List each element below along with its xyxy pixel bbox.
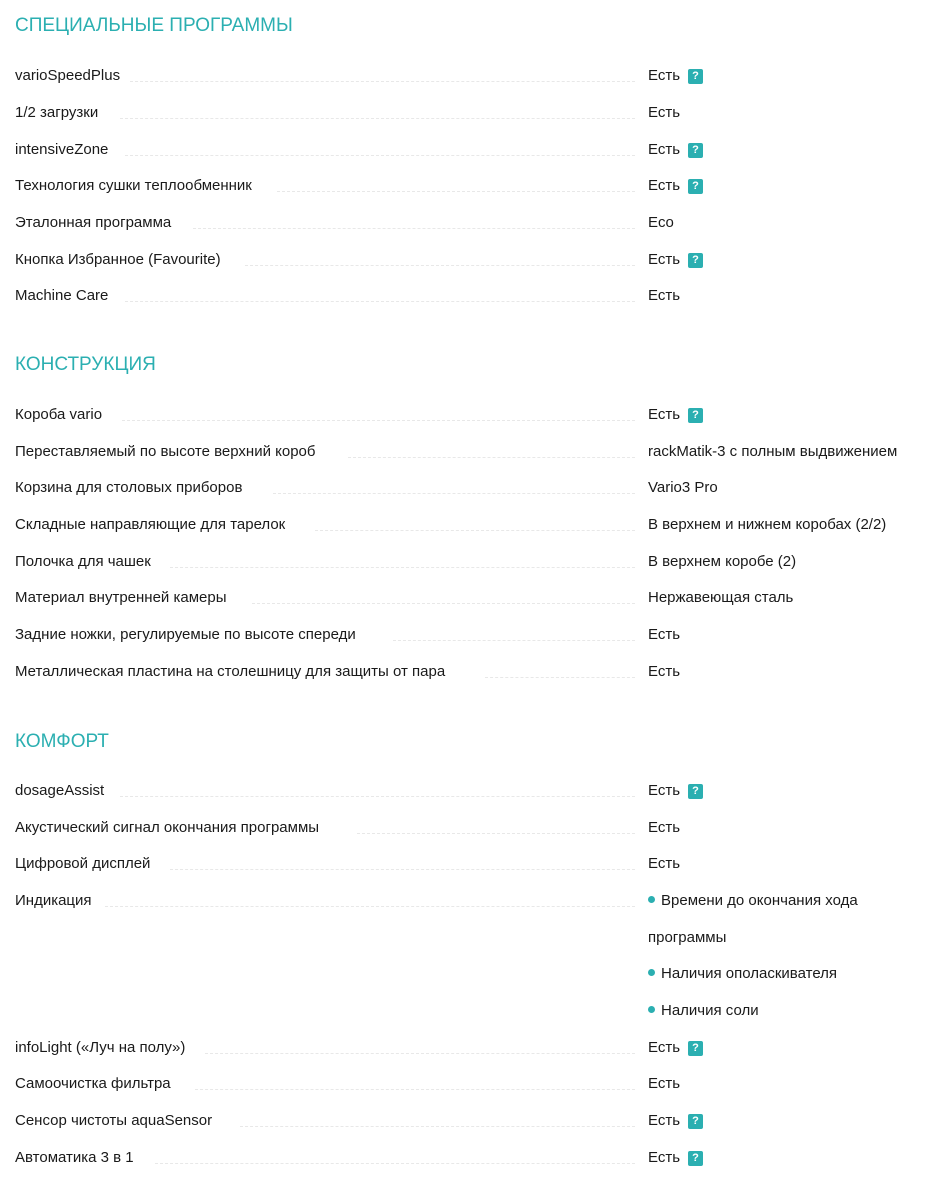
spec-row — [15, 140, 920, 164]
spec-value: Есть ? — [648, 781, 703, 801]
spec-row — [15, 103, 920, 127]
section-title-construction: КОНСТРУКЦИЯ — [15, 354, 156, 375]
spec-row — [15, 662, 920, 686]
spec-row — [15, 250, 920, 274]
spec-value: В верхнем коробе (2) — [648, 553, 797, 570]
spec-value: Есть ? — [648, 66, 703, 86]
help-icon[interactable]: ? — [688, 1114, 703, 1129]
spec-row — [15, 176, 920, 200]
spec-value: Есть ? — [648, 250, 703, 270]
spec-label: Machine Care — [15, 287, 109, 304]
help-icon[interactable]: ? — [688, 408, 703, 423]
dotted-leader — [155, 1163, 635, 1164]
spec-value: Есть ? — [648, 1148, 703, 1168]
section-title-special-programs: СПЕЦИАЛЬНЫЕ ПРОГРАММЫ — [15, 15, 293, 36]
dotted-leader — [195, 1089, 635, 1090]
spec-row — [15, 552, 920, 576]
dotted-leader — [205, 1053, 635, 1054]
dotted-leader — [240, 1126, 635, 1127]
spec-value: Есть ? — [648, 405, 703, 425]
dotted-leader — [130, 81, 635, 82]
dotted-leader — [245, 265, 635, 266]
spec-row — [15, 213, 920, 237]
spec-row — [15, 1148, 920, 1172]
dotted-leader — [348, 457, 635, 458]
spec-label: Сенсор чистоты aquaSensor — [15, 1112, 213, 1129]
spec-label: 1/2 загрузки — [15, 104, 99, 121]
dotted-leader — [357, 833, 635, 834]
dotted-leader — [105, 906, 635, 907]
dotted-leader — [125, 301, 635, 302]
spec-row — [15, 286, 920, 310]
spec-value: Есть — [648, 855, 681, 872]
dotted-leader — [393, 640, 635, 641]
help-icon[interactable]: ? — [688, 69, 703, 84]
spec-row — [15, 588, 920, 612]
spec-label: Цифровой дисплей — [15, 855, 151, 872]
dotted-leader — [252, 603, 635, 604]
dotted-leader — [170, 869, 635, 870]
spec-row — [15, 515, 920, 539]
spec-value: Есть — [648, 626, 681, 643]
dotted-leader — [273, 493, 635, 494]
dotted-leader — [120, 118, 635, 119]
indication-item: Наличия ополаскивателя — [648, 964, 837, 984]
dotted-leader — [125, 155, 635, 156]
spec-label: infoLight («Луч на полу») — [15, 1039, 186, 1056]
spec-value: Есть ? — [648, 1111, 703, 1131]
dotted-leader — [193, 228, 635, 229]
spec-row — [15, 1111, 920, 1135]
help-icon[interactable]: ? — [688, 143, 703, 158]
spec-label: dosageAssist — [15, 782, 105, 799]
spec-row — [15, 66, 920, 90]
spec-label: Корзина для столовых приборов — [15, 479, 243, 496]
spec-value: rackMatik-3 с полным выдвижением — [648, 443, 898, 460]
spec-value: Нержавеющая сталь — [648, 589, 794, 606]
spec-label: Материал внутренней камеры — [15, 589, 227, 606]
dotted-leader — [277, 191, 635, 192]
dotted-leader — [120, 796, 635, 797]
spec-label: Самоочистка фильтра — [15, 1075, 171, 1092]
help-icon[interactable]: ? — [688, 253, 703, 268]
spec-row — [15, 405, 920, 429]
spec-row — [15, 478, 920, 502]
bullet-icon — [648, 969, 655, 976]
spec-value: Есть ? — [648, 140, 703, 160]
spec-value: Есть — [648, 104, 681, 121]
indication-item: Наличия соли — [648, 1001, 759, 1021]
spec-label: Переставляемый по высоте верхний короб — [15, 443, 316, 460]
spec-label: Складные направляющие для тарелок — [15, 516, 286, 533]
spec-value: Есть ? — [648, 176, 703, 196]
spec-value: Есть ? — [648, 1038, 703, 1058]
dotted-leader — [170, 567, 635, 568]
indication-item: Времени до окончания хода — [648, 891, 858, 911]
spec-row — [15, 891, 920, 1019]
indication-item-continuation: программы — [648, 929, 727, 946]
spec-label: Автоматика 3 в 1 — [15, 1149, 134, 1166]
bullet-icon — [648, 896, 655, 903]
spec-row — [15, 1038, 920, 1062]
spec-row — [15, 1074, 920, 1098]
spec-label: Индикация — [15, 892, 92, 909]
dotted-leader — [122, 420, 635, 421]
spec-value: Eco — [648, 214, 674, 231]
bullet-icon — [648, 1006, 655, 1013]
spec-row — [15, 854, 920, 878]
spec-row — [15, 442, 920, 466]
help-icon[interactable]: ? — [688, 1041, 703, 1056]
help-icon[interactable]: ? — [688, 1151, 703, 1166]
spec-label: Короба vario — [15, 406, 103, 423]
spec-row — [15, 818, 920, 842]
spec-value: Есть — [648, 287, 681, 304]
spec-value: Vario3 Pro — [648, 479, 718, 496]
dotted-leader — [485, 677, 635, 678]
help-icon[interactable]: ? — [688, 784, 703, 799]
spec-value: Есть — [648, 663, 681, 680]
spec-value: В верхнем и нижнем коробах (2/2) — [648, 516, 887, 533]
spec-label: Акустический сигнал окончания программы — [15, 819, 320, 836]
spec-label: Полочка для чашек — [15, 553, 151, 570]
spec-label: Задние ножки, регулируемые по высоте спереди — [15, 626, 356, 643]
spec-label: Металлическая пластина на столешницу для защиты от пара — [15, 663, 446, 680]
section-title-comfort: КОМФОРТ — [15, 731, 109, 752]
spec-value: Есть — [648, 819, 681, 836]
spec-label: Кнопка Избранное (Favourite) — [15, 251, 221, 268]
spec-label: Эталонная программа — [15, 214, 172, 231]
help-icon[interactable]: ? — [688, 179, 703, 194]
spec-row — [15, 781, 920, 805]
spec-value: Есть — [648, 1075, 681, 1092]
spec-label: intensiveZone — [15, 141, 109, 158]
spec-row — [15, 625, 920, 649]
spec-label: varioSpeedPlus — [15, 67, 121, 84]
dotted-leader — [315, 530, 635, 531]
spec-label: Технология сушки теплообменник — [15, 177, 252, 194]
